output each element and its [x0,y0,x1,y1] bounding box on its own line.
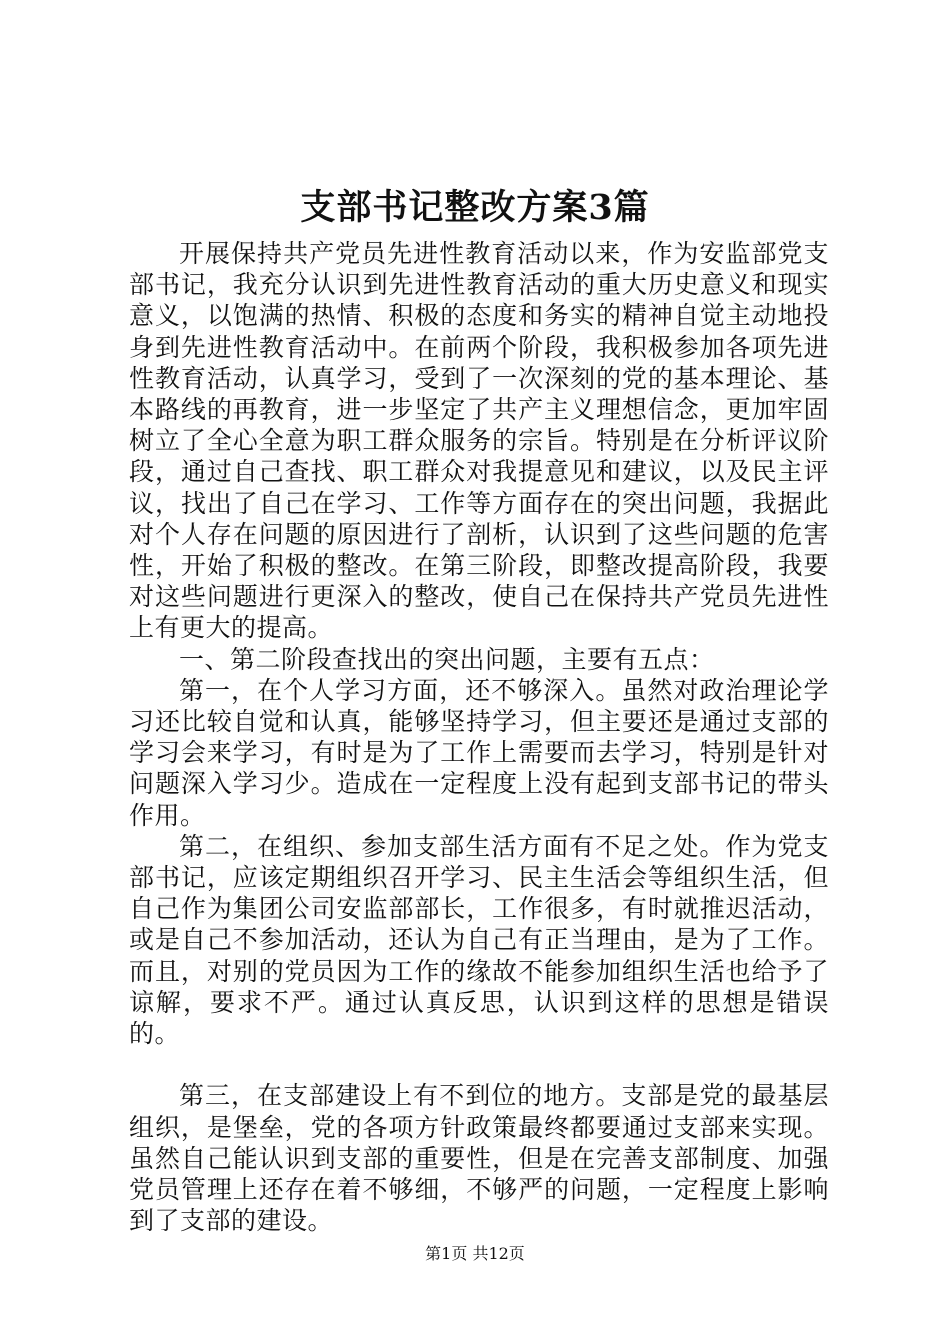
paragraph-intro: 开展保持共产党员先进性教育活动以来，作为安监部党支部书记，我充分认识到先进性教育活动的重大历史意义和现实意义，以饱满的热情、积极的态度和务实的精神自觉主动地投身到先进性教育活动中。在前两个阶段，我积极参加各项先进性教育活动，认真学习，受到了一次深刻的党的基本理论、基本路线的再教育，进一步坚定了共产主义理想信念，更加牢固树立了全心全意为职工群众服务的宗旨。特别是在分析评议阶段，通过自己查找、职工群众对我提意见和建议，以及民主评议，找出了自己在学习、工作等方面存在的突出问题，我据此对个人存在问题的原因进行了剖析，认识到了这些问题的危害性，开始了积极的整改。在第三阶段，即整改提高阶段，我要对这些问题进行更深入的整改，使自己在保持共产党员先进性上有更大的提高。 [129,239,829,643]
document-body [129,238,829,1236]
document-title: 支部书记整改方案3篇 [300,187,650,228]
paragraph-problem-3: 第三，在支部建设上有不到位的地方。支部是党的最基层组织，是堡垒，党的各项方针政策最终都要通过支部来实现。虽然自己能认识到支部的重要性，但是在完善支部制度、加强党员管理上还存在着不够细，不够严的问题，一定程度上影响到了支部的建设。 [129,1081,829,1236]
paragraph-section-heading: 一、第二阶段查找出的突出问题，主要有五点： [179,644,715,674]
page-footer: 第1页 共12页 [425,1244,525,1263]
paragraph-problem-1: 第一，在个人学习方面，还不够深入。虽然对政治理论学习还比较自觉和认真，能够坚持学习，但主要还是通过支部的学习会来学习，有时是为了工作上需要而去学习，特别是针对问题深入学习少。造成在一定程度上没有起到支部书记的带头作用。 [129,675,829,830]
paragraph-problem-2: 第二，在组织、参加支部生活方面有不足之处。作为党支部书记，应该定期组织召开学习、民主生活会等组织生活，但自己作为集团公司安监部部长，工作很多，有时就推迟活动，或是自己不参加活动，还认为自己有正当理由，是为了工作。而且，对别的党员因为工作的缘故不能参加组织生活也给予了谅解，要求不严。通过认真反思，认识到这样的思想是错误的。 [129,831,829,1049]
